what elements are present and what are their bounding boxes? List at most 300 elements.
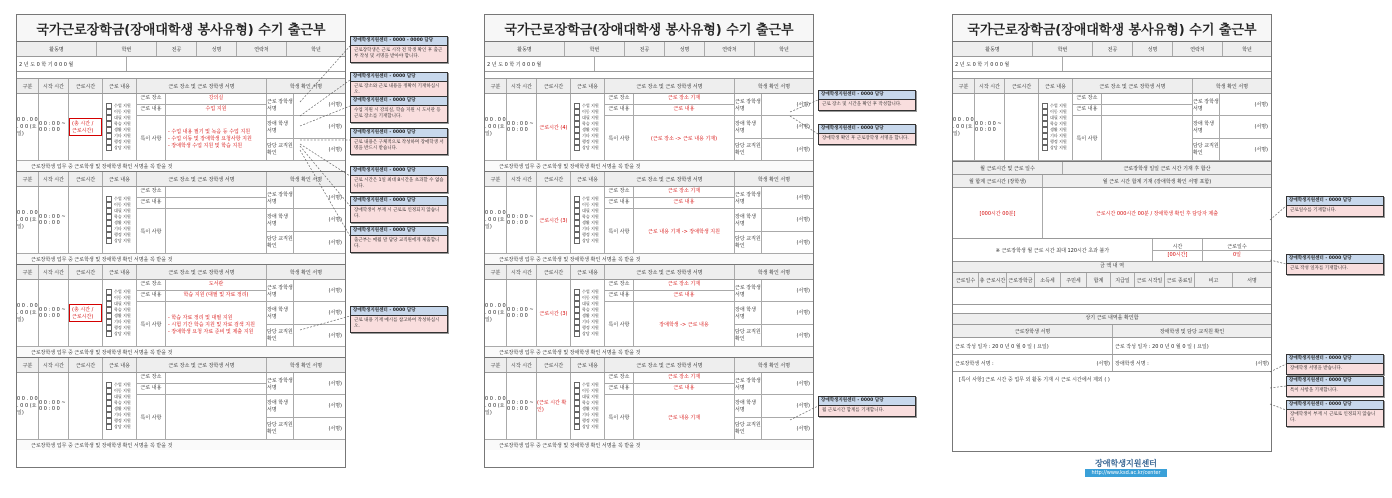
mid-label: 근로 내용 xyxy=(605,105,634,115)
sign-field[interactable]: (서명) xyxy=(1254,124,1268,131)
mid-label: 근로 장소 xyxy=(137,280,166,290)
pay-col: 지급일 xyxy=(1111,273,1135,287)
sign-field[interactable]: (서명) xyxy=(796,217,810,224)
hour-col: 시간 xyxy=(1153,243,1202,251)
monthly-label: 월 합계 근로시간 (장학생) xyxy=(953,175,1043,187)
sign-line xyxy=(953,355,1271,372)
hours-cell[interactable] xyxy=(69,94,103,160)
place-value[interactable]: 근로 장소 기재 xyxy=(667,374,701,380)
payment-cols xyxy=(953,273,1271,288)
date-cell[interactable]: 0 0 . 0 0 . 0 0 (요일) xyxy=(485,187,507,253)
sign-label: 담당 교직원 확인 xyxy=(1193,139,1220,160)
work-detail xyxy=(605,280,735,346)
sign-label: 근로 장학생 서명 xyxy=(735,94,762,115)
block-header-cell: 학생 확인 서명 xyxy=(757,83,791,90)
block-header-cell: 근로 장소 및 근로 장학생 서명 xyxy=(605,358,735,372)
attendance-sheet-3 xyxy=(952,14,1272,452)
pay-col: 주민세 xyxy=(1061,273,1087,287)
block-header-cell: 근로 장소 및 근로 장학생 서명 xyxy=(137,172,267,186)
block-header-cell: 구분 xyxy=(485,265,507,279)
note-line: - 학습 자료 정리 및 대필 지원 xyxy=(168,314,233,321)
block-footer: 근로장학생 업무 중 근로학생 및 장애학생 확인 서명을 꼭 받을 것 xyxy=(485,440,813,450)
mid-label: 근로 장소 xyxy=(137,373,166,383)
place-value[interactable]: 강의실 xyxy=(208,95,224,101)
activity-option[interactable]: 생활 지원 xyxy=(106,127,131,133)
pay-col: 근로일수 xyxy=(953,273,979,287)
activity-option[interactable]: 학습 지원 xyxy=(106,121,131,127)
sign-label: 담당 교직원 확인 xyxy=(267,232,294,253)
sign-field[interactable]: (서명) xyxy=(796,102,810,109)
sign-area xyxy=(1193,94,1271,160)
activity-checklist[interactable]: 수업 지원 이동 지원 대필 지원 학습 지원 생활 지원 기타 지원 행정 지원 상담 지원 xyxy=(103,187,137,253)
block-header-cell: 학생 확인 서명 xyxy=(289,362,323,369)
annotation-note: 장애학생지원센터 - 0000 담당 장애학생이 부재 시 근로로 인정되지 않습니다. xyxy=(350,196,448,223)
day-block-2 xyxy=(485,172,813,265)
mid-label: 특이 사항 xyxy=(137,116,166,160)
mid-label: 근로 장소 xyxy=(605,373,634,383)
block-header-cell: 구분 xyxy=(17,79,39,93)
hour-val[interactable]: 0일 xyxy=(1232,251,1241,258)
block-footer: 근로장학생 업무 중 근로학생 및 장애학생 확인 서명을 꼭 받을 것 xyxy=(17,254,345,264)
info-header: 학번 xyxy=(97,42,157,56)
block-footer: 근로장학생 업무 중 근로학생 및 장애학생 확인 서명을 꼭 받을 것 xyxy=(17,161,345,171)
annotation-note: 장애학생지원센터 - 0000 담당 특이 사항을 기재합니다. xyxy=(1286,376,1384,397)
pay-col: 총 근로시간 xyxy=(979,273,1007,287)
info-header: 전공 xyxy=(157,42,197,56)
info-header: 활동명 xyxy=(17,42,97,56)
mid-label: 근로 내용 xyxy=(137,105,166,115)
sign-label: 근로 장학생 서명 xyxy=(267,94,294,115)
block-header-cell: 구분 xyxy=(953,79,975,93)
sign-label: 장애 학생 서명 xyxy=(267,209,294,230)
note-line: - 수업 이동 및 장애학생 요청사항 지원 xyxy=(168,135,252,142)
block-header-cell: 근로 내용 xyxy=(571,265,605,279)
pay-col: 합계 xyxy=(1087,273,1111,287)
day-block-2 xyxy=(17,172,345,265)
logo-url[interactable]: http://www.ksd.ac.kr/center xyxy=(1085,469,1166,477)
sign-field[interactable]: (서명) xyxy=(328,310,342,317)
work-detail xyxy=(137,280,267,346)
monthly-row xyxy=(953,175,1271,188)
hours-cell[interactable] xyxy=(69,373,103,439)
remark-text: [특이 사항] 근로 시간 중 업무 외 활동 기재 시 근로 시간에서 제외 ( ) xyxy=(959,377,1110,383)
sign-field[interactable]: (서명) xyxy=(796,124,810,131)
note-line: 장애학생 -> 근로 내용 xyxy=(659,321,709,328)
block-footer: 근로장학생 업무 중 근로학생 및 장애학생 확인 서명을 꼭 받을 것 xyxy=(485,161,813,171)
note-line: - 수업 내용 필기 및 녹음 등 수업 지원 xyxy=(168,128,251,135)
activity-checklist[interactable]: 수업 지원 이동 지원 대필 지원 학습 지원 생활 지원 기타 지원 행정 지원 상담 지원 xyxy=(103,373,137,439)
content-value[interactable]: 학습 지원 (대필 및 자료 정리) xyxy=(183,292,249,298)
sign-label: 근로 장학생 서명 xyxy=(735,187,762,208)
time-cell[interactable]: 0 0 : 0 0 ~ 0 0 : 0 0 xyxy=(507,187,537,253)
content-value[interactable]: 근로 내용 xyxy=(673,106,695,112)
sign-field[interactable]: (서명) xyxy=(796,332,810,339)
block-header-cell: 구분 xyxy=(17,265,39,279)
activity-checklist[interactable]: 수업 지원 이동 지원 대필 지원 학습 지원 생활 지원 기타 지원 행정 지원 상담 지원 xyxy=(571,94,605,160)
sign-field[interactable]: (서명) xyxy=(328,425,342,432)
pay-col: 소득세 xyxy=(1035,273,1061,287)
block-header-cell: 근로시간 xyxy=(69,265,103,279)
time-cell[interactable]: 0 0 : 0 0 ~ 0 0 : 0 0 xyxy=(507,94,537,160)
block-header-cell: 시작 시간 xyxy=(39,358,69,372)
block-header-cell: 근로 장소 및 근로 장학생 서명 xyxy=(605,172,735,186)
sign-field[interactable]: (서명) xyxy=(328,102,342,109)
block-header-cell: 시작 시간 xyxy=(507,358,537,372)
mid-label: 근로 내용 xyxy=(605,198,634,208)
block-header-cell: 학생 확인 서명 xyxy=(289,176,323,183)
activity-option[interactable]: 상담 지원 xyxy=(106,145,131,151)
block-header-cell: 구분 xyxy=(17,358,39,372)
block-header-cell: 근로시간 xyxy=(69,358,103,372)
block-header-cell: 근로 내용 xyxy=(103,265,137,279)
hour-col: 근로일수 xyxy=(1203,243,1271,251)
sign-field[interactable]: (서명) xyxy=(796,146,810,153)
activity-option[interactable]: 대필 지원 xyxy=(106,115,131,121)
block-header-cell: 근로 내용 xyxy=(103,358,137,372)
sign-field[interactable]: (서명) xyxy=(796,239,810,246)
mid-label: 근로 내용 xyxy=(137,198,166,208)
hour-val[interactable]: [00시간] xyxy=(1167,251,1188,258)
sign-field[interactable]: (서명) xyxy=(328,332,342,339)
activity-option[interactable]: 기타 지원 xyxy=(106,133,131,139)
block-header-cell: 근로시간 xyxy=(69,79,103,93)
mid-label: 근로 장소 xyxy=(1073,94,1102,104)
info-header: 전공 xyxy=(625,42,665,56)
sign-field[interactable]: (서명) xyxy=(1096,360,1110,367)
sign-label: 장애 학생 서명 xyxy=(735,302,762,323)
block-header-cell: 학생 확인 서명 xyxy=(289,83,323,90)
block-footer: 근로장학생 업무 중 근로학생 및 장애학생 확인 서명을 꼭 받을 것 xyxy=(17,440,345,450)
annotation-note: 장애학생지원센터 - 0000 - 0000 담당 근로장학생은 근로 시작 전 학생 확인 후 출근부 작성 및 서명을 받아야 합니다. xyxy=(350,36,448,63)
sheet-title: 국가근로장학금(장애대학생 봉사유형) 수기 출근부 xyxy=(953,15,1271,42)
monthly-note[interactable]: 근로시간 000시간 00분 / 장애학생 확인 후 담당자 제출 xyxy=(1095,210,1219,217)
date-line-right[interactable]: 근로 작성 일자 : 20 0 년 0 월 0 일 ( 요일) xyxy=(1115,343,1209,350)
hours-value: (총 시간 / 근로시간) xyxy=(69,118,102,136)
sign-field[interactable]: (서명) xyxy=(796,195,810,202)
block-header-cell: 시작 시간 xyxy=(39,79,69,93)
activity-option[interactable]: 수업 지원 xyxy=(106,103,131,109)
annotation-note: 장애학생지원센터 - 0000 담당 장애학생이 부재 시 근로로 인정되지 않습니다. xyxy=(1286,400,1384,427)
info-header: 학년 xyxy=(779,46,789,53)
block-header-cell: 근로시간 xyxy=(69,172,103,186)
mid-label: 근로 장소 xyxy=(605,280,634,290)
annotation-note: 장애학생지원센터 - 0000 담당 장애학생 서명을 받습니다. xyxy=(1286,354,1384,375)
sign-label: 담당 교직원 확인 xyxy=(735,232,762,253)
work-detail xyxy=(137,94,267,160)
block-header-cell: 근로 내용 xyxy=(103,79,137,93)
sign-field[interactable]: (서명) xyxy=(796,381,810,388)
sign-area xyxy=(267,373,345,439)
block-header-cell: 근로 장소 및 근로 장학생 서명 xyxy=(137,79,267,93)
day-block-1 xyxy=(485,79,813,172)
activity-checklist[interactable]: 수업 지원 이동 지원 대필 지원 학습 지원 생활 지원 기타 지원 행정 지원 상담 지원 xyxy=(571,187,605,253)
payment-values[interactable] xyxy=(953,288,1271,305)
info-value[interactable]: 2 년 도 0 학 기 0 0 0 월 xyxy=(17,57,127,71)
info-header: 연락처 xyxy=(237,42,287,56)
block-header-cell: 근로시간 xyxy=(537,358,571,372)
date-line-left[interactable]: 근로 작성 일자 : 20 0 년 0 월 0 일 ( 요일) xyxy=(953,338,1113,354)
mid-label: 근로 내용 xyxy=(137,384,166,394)
sign-area xyxy=(735,280,813,346)
total-row xyxy=(953,162,1271,175)
sign-label: 장애 학생 서명 xyxy=(735,209,762,230)
block-header-cell: 근로시간 xyxy=(1005,79,1039,93)
day-block-4 xyxy=(17,358,345,450)
block-header-cell: 구분 xyxy=(485,79,507,93)
info-header: 활동명 xyxy=(485,42,565,56)
confirm-cols xyxy=(953,325,1271,338)
time-cell[interactable]: 0 0 : 0 0 ~ 0 0 : 0 0 xyxy=(507,373,537,439)
info-header: 학년 xyxy=(1242,46,1252,53)
sign-field[interactable]: (서명) xyxy=(1254,146,1268,153)
sign-label: 근로 장학생 서명 xyxy=(1193,94,1220,115)
annotation-note: 장애학생지원센터 - 0000 담당 근로 작성 일자를 기재합니다. xyxy=(1286,254,1384,275)
confirm-header: 상기 근로 내역을 확인함 xyxy=(953,314,1271,325)
annotation-note: 장애학생지원센터 - 0000 담당 근로 시간은 1일 최대 8시간을 초과할 수 없습니다. xyxy=(350,166,448,193)
block-footer: 근로장학생 업무 중 근로학생 및 장애학생 확인 서명을 꼭 받을 것 xyxy=(485,347,813,357)
sign-field[interactable]: (서명) xyxy=(1254,102,1268,109)
hours-value: (총 시간 / 근로시간) xyxy=(69,304,102,322)
pay-col: 서명 xyxy=(1247,277,1257,284)
work-detail xyxy=(605,187,735,253)
confirm-right: 장애학생 및 담당 교직원 확인 xyxy=(1159,328,1225,335)
hours-cell[interactable] xyxy=(1005,94,1039,160)
block-header-cell: 시작 시간 xyxy=(507,265,537,279)
mid-label: 특이 사항 xyxy=(605,209,634,253)
sign-label: 장애 학생 서명 xyxy=(1193,116,1220,137)
info-value[interactable]: 2 년 도 0 학 기 0 0 0 월 xyxy=(485,57,595,71)
annotation-note: 장애학생지원센터 - 0000 담당 근로일수를 기재합니다. xyxy=(1286,196,1384,217)
block-header-cell: 학생 확인 서명 xyxy=(757,362,791,369)
pay-col: 근로장학금 xyxy=(1007,273,1035,287)
hours-cell[interactable]: 근로시간 (3) xyxy=(537,187,571,253)
annotation-note: 장애학생지원센터 - 0000 담당 장애학생 확인 후 근로장학생 서명을 합니다. xyxy=(818,124,916,145)
sign-field[interactable]: (서명) xyxy=(328,124,342,131)
sign-label: 장애 학생 서명 xyxy=(267,395,294,416)
annotation-note: 장애학생지원센터 - 0000 담당 근로 내용 기재 예시를 참고하여 작성하십시오. xyxy=(350,306,448,333)
total-desc: 근로장학생 일일 근로 시간 기재 후 합산 xyxy=(1123,165,1211,172)
info-header: 학번 xyxy=(565,42,625,56)
hours-cell[interactable]: (근로 시간 확인) xyxy=(537,373,571,439)
info-header: 성명 xyxy=(665,42,705,56)
block-header-cell: 시작 시간 xyxy=(39,265,69,279)
note-line: - 장애학생 수업 지원 및 학습 지원 xyxy=(168,142,243,149)
pay-col: 근로 시작일 xyxy=(1135,273,1165,287)
monthly-value[interactable]: [000시간 00분] xyxy=(953,188,1043,238)
sign-label: 근로 장학생 서명 xyxy=(267,187,294,208)
note-line: (근로 장소 -> 근로 내용 기재) xyxy=(650,135,718,142)
activity-checklist[interactable]: 수업 지원 이동 지원 대필 지원 학습 지원 생활 지원 기타 지원 행정 지원 상담 지원 xyxy=(571,373,605,439)
logo-name: 장애학생지원센터 xyxy=(1095,458,1157,468)
mid-label: 특이 사항 xyxy=(605,395,634,439)
date-cell[interactable]: 0 0 . 0 0 . 0 0 (요일) xyxy=(17,187,39,253)
sign-field[interactable]: (서명) xyxy=(328,403,342,410)
day-block-1 xyxy=(953,79,1271,162)
block-footer: 근로장학생 업무 중 근로학생 및 장애학생 확인 서명을 꼭 받을 것 xyxy=(485,254,813,264)
sign-field[interactable]: (서명) xyxy=(796,288,810,295)
block-header xyxy=(17,79,345,94)
mid-label: 근로 장소 xyxy=(137,94,166,104)
pay-col: 근로 종료일 xyxy=(1165,273,1195,287)
sign-area xyxy=(267,94,345,160)
annotation-note: 장애학생지원센터 - 0000 담당 수업 지원 시 강의실, 학습 지원 시 도서관 등 근로 장소를 기재합니다. xyxy=(350,96,448,123)
place-value[interactable]: 근로 장소 기재 xyxy=(667,188,701,194)
day-block-3 xyxy=(485,265,813,358)
activity-option[interactable]: 행정 지원 xyxy=(106,139,131,145)
info-value-row xyxy=(17,57,345,72)
hours-note: ※ 근로장학생 월 근로 시간 최대 120시간 초과 불가 xyxy=(953,239,1153,261)
sign-label: 담당 교직원 확인 xyxy=(267,139,294,160)
sign-field[interactable]: (서명) xyxy=(796,403,810,410)
mid-label: 근로 내용 xyxy=(137,291,166,301)
sign-field[interactable]: (서명) xyxy=(328,381,342,388)
date-cell[interactable]: 0 0 . 0 0 . 0 0 (요일) xyxy=(17,94,39,160)
sign-label: 근로 장학생 서명 xyxy=(267,280,294,301)
hours-cell[interactable]: 근로시간 (4) xyxy=(537,94,571,160)
sign-field[interactable]: (서명) xyxy=(328,195,342,202)
info-header: 전공 xyxy=(1093,42,1133,56)
date-cell[interactable]: 0 0 . 0 0 . 0 0 (요일) xyxy=(17,280,39,346)
sign-label: 근로 장학생 서명 xyxy=(735,280,762,301)
block-header-cell: 근로 장소 및 근로 장학생 서명 xyxy=(1073,79,1193,93)
block-header-cell: 시작 시간 xyxy=(39,172,69,186)
block-header-cell: 근로 장소 및 근로 장학생 서명 xyxy=(137,265,267,279)
annotation-note: 장애학생지원센터 - 0000 담당 근로 장소와 근로 내용을 정확히 기재하십시오. xyxy=(350,72,448,99)
block-footer: 근로장학생 업무 중 근로학생 및 장애학생 확인 서명을 꼭 받을 것 xyxy=(17,347,345,357)
day-block-3 xyxy=(17,265,345,358)
block-header-cell: 근로시간 xyxy=(537,79,571,93)
info-header: 연락처 xyxy=(705,42,755,56)
center-logo xyxy=(1070,456,1182,478)
activity-checklist[interactable]: 수업 지원 이동 지원 대필 지원 학습 지원 생활 지원 기타 지원 행정 지원 상담 지원 xyxy=(1039,94,1073,160)
block-header-cell: 학생 확인 서명 xyxy=(1215,83,1249,90)
day-block-4 xyxy=(485,358,813,450)
payment-header: 금 액 내 역 xyxy=(953,262,1271,273)
sign-area xyxy=(267,187,345,253)
block-header-cell: 학생 확인 서명 xyxy=(289,269,323,276)
time-cell[interactable]: 0 0 : 0 0 ~ 0 0 : 0 0 xyxy=(39,94,69,160)
block-header-cell: 학생 확인 서명 xyxy=(757,176,791,183)
sign-label: 담당 교직원 확인 xyxy=(735,418,762,439)
date-cell[interactable]: 0 0 . 0 0 . 0 0 (요일) xyxy=(485,280,507,346)
pay-col: 비고 xyxy=(1195,273,1233,287)
work-detail xyxy=(137,187,267,253)
date-cell[interactable]: 0 0 . 0 0 . 0 0 (요일) xyxy=(485,373,507,439)
note-line: - 시험 기간 학습 지원 및 자료 검색 지원 xyxy=(168,321,255,328)
sign-line-label: 근로장학생 서명 : xyxy=(955,360,994,367)
time-cell[interactable]: 0 0 : 0 0 ~ 0 0 : 0 0 xyxy=(39,280,69,346)
mid-label: 근로 장소 xyxy=(605,94,634,104)
time-cell[interactable]: 0 0 : 0 0 ~ 0 0 : 0 0 xyxy=(39,373,69,439)
sign-field[interactable]: (서명) xyxy=(796,425,810,432)
sheet-title: 국가근로장학금(장애대학생 봉사유형) 수기 출근부 xyxy=(485,15,813,42)
confirm-left: 근로장학생 서명 xyxy=(953,325,1113,337)
sign-field[interactable]: (서명) xyxy=(796,310,810,317)
date-cell[interactable]: 0 0 . 0 0 . 0 0 (요일) xyxy=(17,373,39,439)
sign-area xyxy=(735,187,813,253)
sign-field[interactable]: (서명) xyxy=(328,288,342,295)
place-value[interactable]: 근로 장소 기재 xyxy=(667,95,701,101)
content-value[interactable]: 수업 지원 xyxy=(205,106,227,112)
hours-summary xyxy=(953,239,1271,262)
work-detail xyxy=(137,373,267,439)
time-cell[interactable]: 0 0 : 0 0 ~ 0 0 : 0 0 xyxy=(39,187,69,253)
monthly-desc: 월 근로 시간 합계 기재 (장애학생 확인 서명 포함) xyxy=(1102,178,1212,185)
mid-label: 특이 사항 xyxy=(137,302,166,346)
mid-label: 근로 장소 xyxy=(605,187,634,197)
info-value[interactable]: 2 년 도 0 학 기 0 0 0 월 xyxy=(953,57,1063,71)
info-blank[interactable] xyxy=(595,57,813,71)
date-cell[interactable]: 0 0 . 0 0 . 0 0 (요일) xyxy=(485,94,507,160)
content-value[interactable]: 근로 내용 xyxy=(673,199,695,205)
activity-option[interactable]: 이동 지원 xyxy=(106,109,131,115)
info-blank[interactable] xyxy=(127,57,345,71)
block-header-cell: 구분 xyxy=(17,172,39,186)
time-cell[interactable]: 0 0 : 0 0 ~ 0 0 : 0 0 xyxy=(507,280,537,346)
mid-label: 근로 내용 xyxy=(1073,105,1102,115)
info-header-row xyxy=(17,42,345,57)
activity-checklist[interactable]: 수업 지원 이동 지원 대필 지원 학습 지원 생활 지원 기타 지원 행정 지원 상담 지원 xyxy=(571,280,605,346)
attendance-sheet-1 xyxy=(16,14,346,468)
date-cell[interactable]: 0 0 . 0 0 . 0 0 (요일) xyxy=(953,94,975,160)
content-value[interactable]: 근로 내용 xyxy=(673,292,695,298)
activity-checklist[interactable] xyxy=(103,94,137,160)
block-header-cell: 근로 내용 xyxy=(571,79,605,93)
sign-line-label: 장애학생 서명 : xyxy=(1115,360,1149,367)
sign-label: 장애 학생 서명 xyxy=(267,302,294,323)
sign-label: 장애 학생 서명 xyxy=(735,116,762,137)
hours-cell[interactable] xyxy=(69,280,103,346)
info-blank[interactable] xyxy=(1063,57,1271,71)
block-header-cell: 근로 내용 xyxy=(1039,79,1073,93)
sign-area xyxy=(267,280,345,346)
block-header-cell: 근로시간 xyxy=(537,172,571,186)
mid-label: 특이 사항 xyxy=(605,116,634,160)
mid-label: 특이 사항 xyxy=(1073,116,1102,160)
hours-cell[interactable] xyxy=(69,187,103,253)
block-header-cell: 구분 xyxy=(485,358,507,372)
sign-field[interactable]: (서명) xyxy=(328,217,342,224)
attendance-sheet-2 xyxy=(484,14,814,468)
block-header-cell: 근로시간 xyxy=(537,265,571,279)
info-header: 성명 xyxy=(1133,42,1173,56)
sign-field[interactable]: (서명) xyxy=(328,239,342,246)
work-detail xyxy=(1073,94,1193,160)
info-header: 학년 xyxy=(311,46,321,53)
block-header-cell: 근로 장소 및 근로 장학생 서명 xyxy=(605,265,735,279)
activity-checklist[interactable]: 수업 지원 이동 지원 대필 지원 학습 지원 생활 지원 기타 지원 행정 지원 상담 지원 xyxy=(103,280,137,346)
sign-field[interactable]: (서명) xyxy=(1255,360,1269,367)
remark-area[interactable] xyxy=(953,372,1271,412)
info-header: 학번 xyxy=(1033,42,1093,56)
sign-label: 담당 교직원 확인 xyxy=(267,418,294,439)
sign-area xyxy=(735,373,813,439)
time-cell[interactable]: 0 0 : 0 0 ~ 0 0 : 0 0 xyxy=(975,94,1005,160)
sign-field[interactable]: (서명) xyxy=(328,146,342,153)
mid-label: 특이 사항 xyxy=(605,302,634,346)
note-line: 근로 내용 기재 -> 장애학생 지원 xyxy=(648,228,720,235)
sign-label: 담당 교직원 확인 xyxy=(267,325,294,346)
annotation-note: 장애학생지원센터 - 0000 담당 출근부는 매월 말 담당 교직원에게 제출합니다. xyxy=(350,226,448,253)
place-value[interactable]: 도서관 xyxy=(208,281,224,287)
content-value[interactable]: 근로 내용 xyxy=(673,385,695,391)
info-header: 연락처 xyxy=(1173,42,1223,56)
sheet-title: 국가근로장학금(장애대학생 봉사유형) 수기 출근부 xyxy=(17,15,345,42)
hours-cell[interactable]: 근로시간 (3) xyxy=(537,280,571,346)
note-line: - 장애학생 요청 자료 준비 및 제출 지원 xyxy=(168,328,254,335)
place-value[interactable]: 근로 장소 기재 xyxy=(667,281,701,287)
date-line xyxy=(953,338,1271,355)
